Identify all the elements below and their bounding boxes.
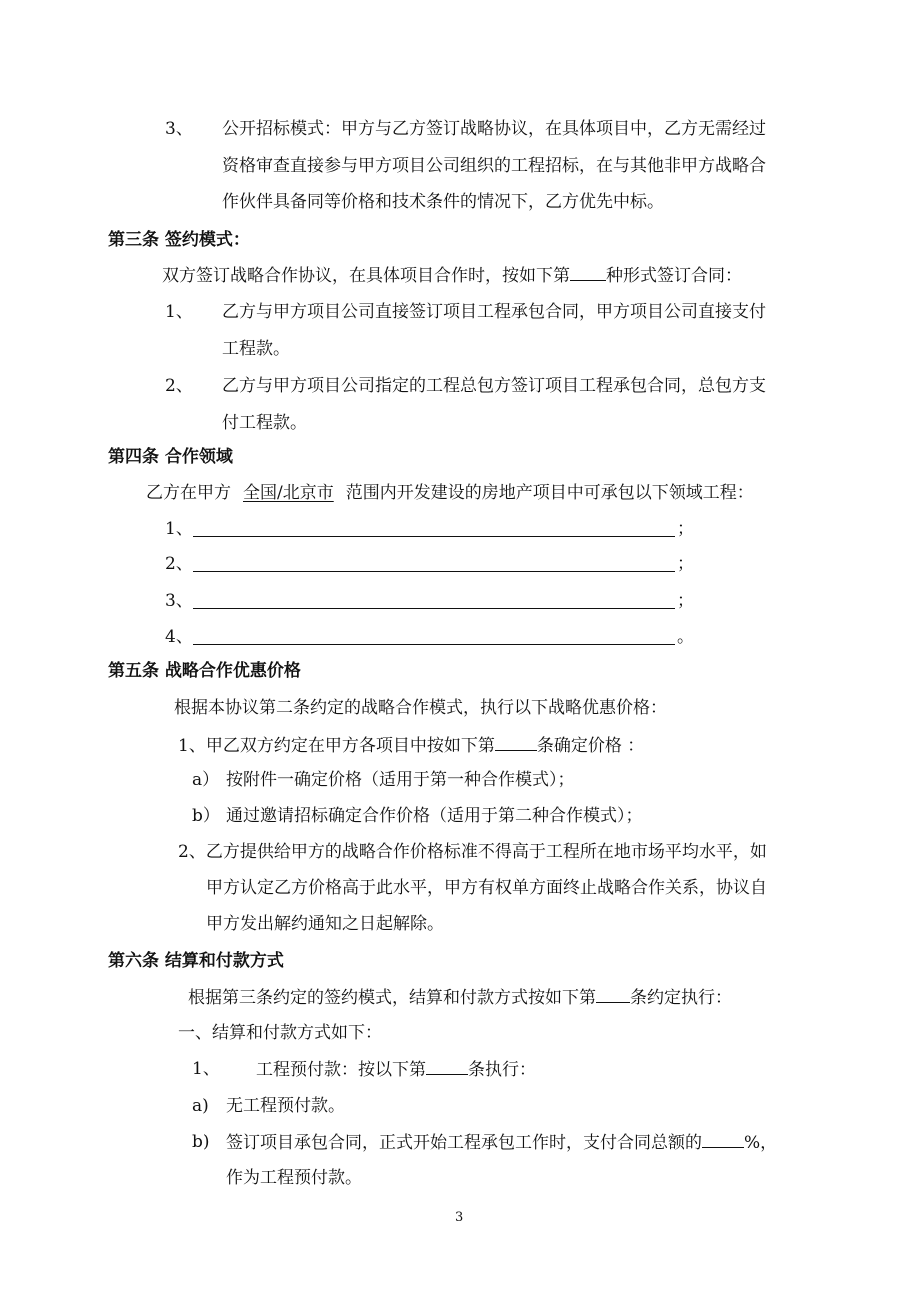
payment-item1-blank	[426, 1058, 468, 1075]
article6-subheading: 一、结算和付款方式如下：	[178, 1023, 382, 1043]
article6-intro-text: 根据第三条约定的签约模式，结算和付款方式按如下第	[188, 988, 596, 1008]
article3-item2-line2: 付工程款。	[222, 413, 307, 433]
field-row-4-blank	[193, 644, 675, 645]
payment-option-b-line1	[226, 1131, 777, 1154]
payment-item1	[256, 1058, 536, 1081]
article3-item2-line1: 乙方与甲方项目公司指定的工程总包方签订项目工程承包合同，总包方支	[222, 376, 766, 396]
field-row-1-number: 1、	[165, 519, 193, 539]
item3-line1: 公开招标模式：甲方与乙方签订战略协议，在具体项目中，乙方无需经过	[222, 119, 766, 139]
item3-line3: 作伙伴具备同等价格和技术条件的情况下，乙方优先中标。	[222, 192, 664, 212]
item3-line2: 资格审查直接参与甲方项目公司组织的工程招标，在与其他非甲方战略合	[222, 156, 766, 176]
article5-heading: 第五条 战略合作优惠价格	[108, 661, 301, 681]
article3-item2-number: 2、	[165, 376, 193, 396]
article4-intro	[146, 482, 754, 504]
article3-item1-number: 1、	[165, 302, 193, 322]
article3-blank	[570, 264, 606, 281]
article4-heading: 第四条 合作领域	[108, 447, 233, 467]
field-row-2-blank	[193, 571, 675, 572]
article5-item2-line2: 甲方认定乙方价格高于此水平，甲方有权单方面终止战略合作关系，协议自	[206, 878, 767, 898]
field-row-3-end: ；	[677, 591, 694, 611]
field-row-1-blank	[193, 536, 675, 537]
article5-intro: 根据本协议第二条约定的战略合作模式，执行以下战略优惠价格：	[174, 698, 667, 718]
article5-item2-line1: 2、乙方提供给甲方的战略合作价格标准不得高于工程所在地市场平均水平，如	[178, 842, 767, 862]
article4-intro-text: 乙方在甲方	[146, 483, 231, 503]
field-row-4-end: 。	[677, 627, 694, 647]
article5-option-b-label: b）	[192, 806, 220, 826]
article5-item1	[178, 734, 644, 757]
payment-item1-number: 1、	[192, 1059, 220, 1079]
article4-intro-text-end: 范围内开发建设的房地产项目中可承包以下领域工程：	[345, 483, 754, 503]
payment-option-b-text: 签订项目承包合同，正式开始工程承包工作时，支付合同总额的	[226, 1133, 702, 1153]
field-row-3-number: 3、	[165, 591, 193, 611]
field-row-1-end: ；	[677, 519, 694, 539]
payment-percent-blank	[702, 1131, 744, 1148]
payment-option-a-label: a)	[192, 1096, 209, 1116]
article3-intro	[162, 264, 742, 287]
field-row-2-number: 2、	[165, 554, 193, 574]
article3-intro-text: 双方签订战略合作协议，在具体项目合作时，按如下第	[162, 266, 570, 286]
payment-item1-text-end: 条执行：	[468, 1060, 536, 1080]
article5-item1-text-end: 条确定价格 ：	[536, 736, 645, 756]
payment-option-b-label: b)	[192, 1132, 210, 1152]
article3-intro-text-end: 种形式签订合同：	[606, 266, 742, 286]
article3-item1-line2: 工程款。	[222, 339, 290, 359]
article6-intro-text-end: 条约定执行：	[630, 988, 732, 1008]
article6-intro	[188, 986, 732, 1009]
article5-option-a-label: a）	[192, 770, 220, 790]
article5-item2-line3: 甲方发出解约通知之日起解除。	[206, 914, 444, 934]
article3-item1-line1: 乙方与甲方项目公司直接签订项目工程承包合同，甲方项目公司直接支付	[222, 302, 766, 322]
article3-heading: 第三条 签约模式：	[108, 230, 250, 250]
article6-intro-blank	[596, 986, 630, 1003]
payment-option-a-text: 无工程预付款。	[226, 1096, 345, 1116]
page-number: 3	[455, 1210, 464, 1225]
payment-percent-sign: %，	[744, 1133, 778, 1153]
article5-option-b-text: 通过邀请招标确定合作价格（适用于第二种合作模式）；	[226, 806, 643, 826]
field-row-4-number: 4、	[165, 627, 193, 647]
item3-number: 3、	[165, 119, 193, 139]
payment-option-b-line2: 作为工程预付款。	[226, 1168, 362, 1188]
article4-scope: 全国/北京市	[243, 483, 334, 503]
field-row-2-end: ；	[677, 554, 694, 574]
article5-item1-text: 1、甲乙双方约定在甲方各项目中按如下第	[178, 736, 495, 756]
article5-item1-blank	[495, 734, 537, 751]
article5-option-a-text: 按附件一确定价格（适用于第一种合作模式）；	[226, 770, 575, 790]
field-row-3-blank	[193, 608, 675, 609]
payment-item1-text: 工程预付款：按以下第	[256, 1060, 426, 1080]
article6-heading: 第六条 结算和付款方式	[108, 951, 284, 971]
